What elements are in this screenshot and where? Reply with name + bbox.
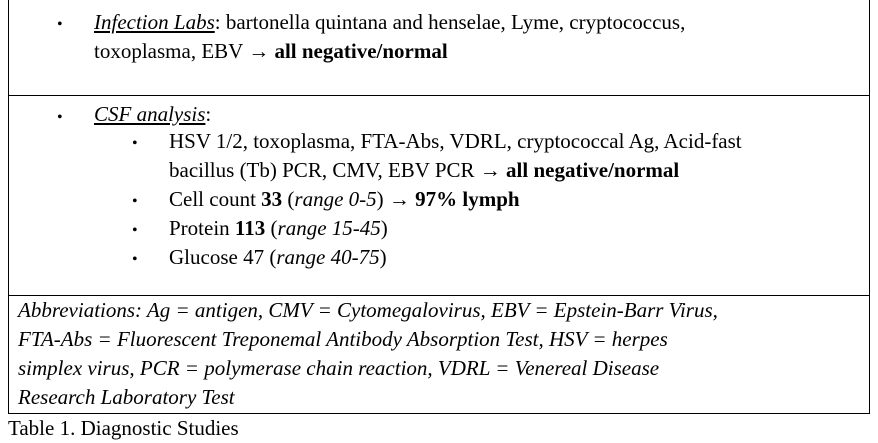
infection-labs-line-2: toxoplasma, EBV → all negative/normal <box>94 39 448 63</box>
table-caption: Table 1. Diagnostic Studies <box>8 416 239 440</box>
arrow-icon: → <box>248 39 270 63</box>
csf-item-1-line-1: HSV 1/2, toxoplasma, FTA-Abs, VDRL, cryptococcal Ag, Acid-fast <box>169 129 742 153</box>
arrow-icon: → <box>388 187 410 211</box>
infection-labs-line-1: Infection Labs: bartonella quintana and henselae, Lyme, cryptococcus, <box>94 10 686 34</box>
bullet: • <box>132 222 138 239</box>
csf-analysis-heading: CSF analysis: <box>94 102 212 126</box>
csf-cell-count: Cell count 33 (range 0-5) → 97% lymph <box>169 187 520 211</box>
infection-labs-result: all negative/normal <box>274 39 448 63</box>
bullet: • <box>57 109 63 126</box>
bullet: • <box>132 135 138 152</box>
bullet: • <box>132 251 138 268</box>
infection-labs-row <box>8 0 870 96</box>
abbreviations-text: Abbreviations: Ag = antigen, CMV = Cytomegalovirus, EBV = Epstein-Barr Virus, FTA-Abs = Fluorescent Treponemal Antibody Absorption Test, HSV = herpes simplex virus, PCR = polymerase chain reaction, VDRL = Venereal Disease Research Laboratory Test <box>18 298 718 409</box>
csf-protein: Protein 113 (range 15-45) <box>169 216 388 240</box>
csf-item-1-line-2: bacillus (Tb) PCR, CMV, EBV PCR → all negative/normal <box>169 158 680 182</box>
bullet: • <box>132 193 138 210</box>
arrow-icon: → <box>479 158 501 182</box>
abbreviations-row <box>8 295 870 414</box>
csf-analysis-label: CSF analysis <box>94 102 206 126</box>
csf-glucose: Glucose 47 (range 40-75) <box>169 245 387 269</box>
infection-labs-label: Infection Labs <box>94 10 215 34</box>
csf-analysis-row <box>8 95 870 296</box>
bullet: • <box>57 16 63 33</box>
